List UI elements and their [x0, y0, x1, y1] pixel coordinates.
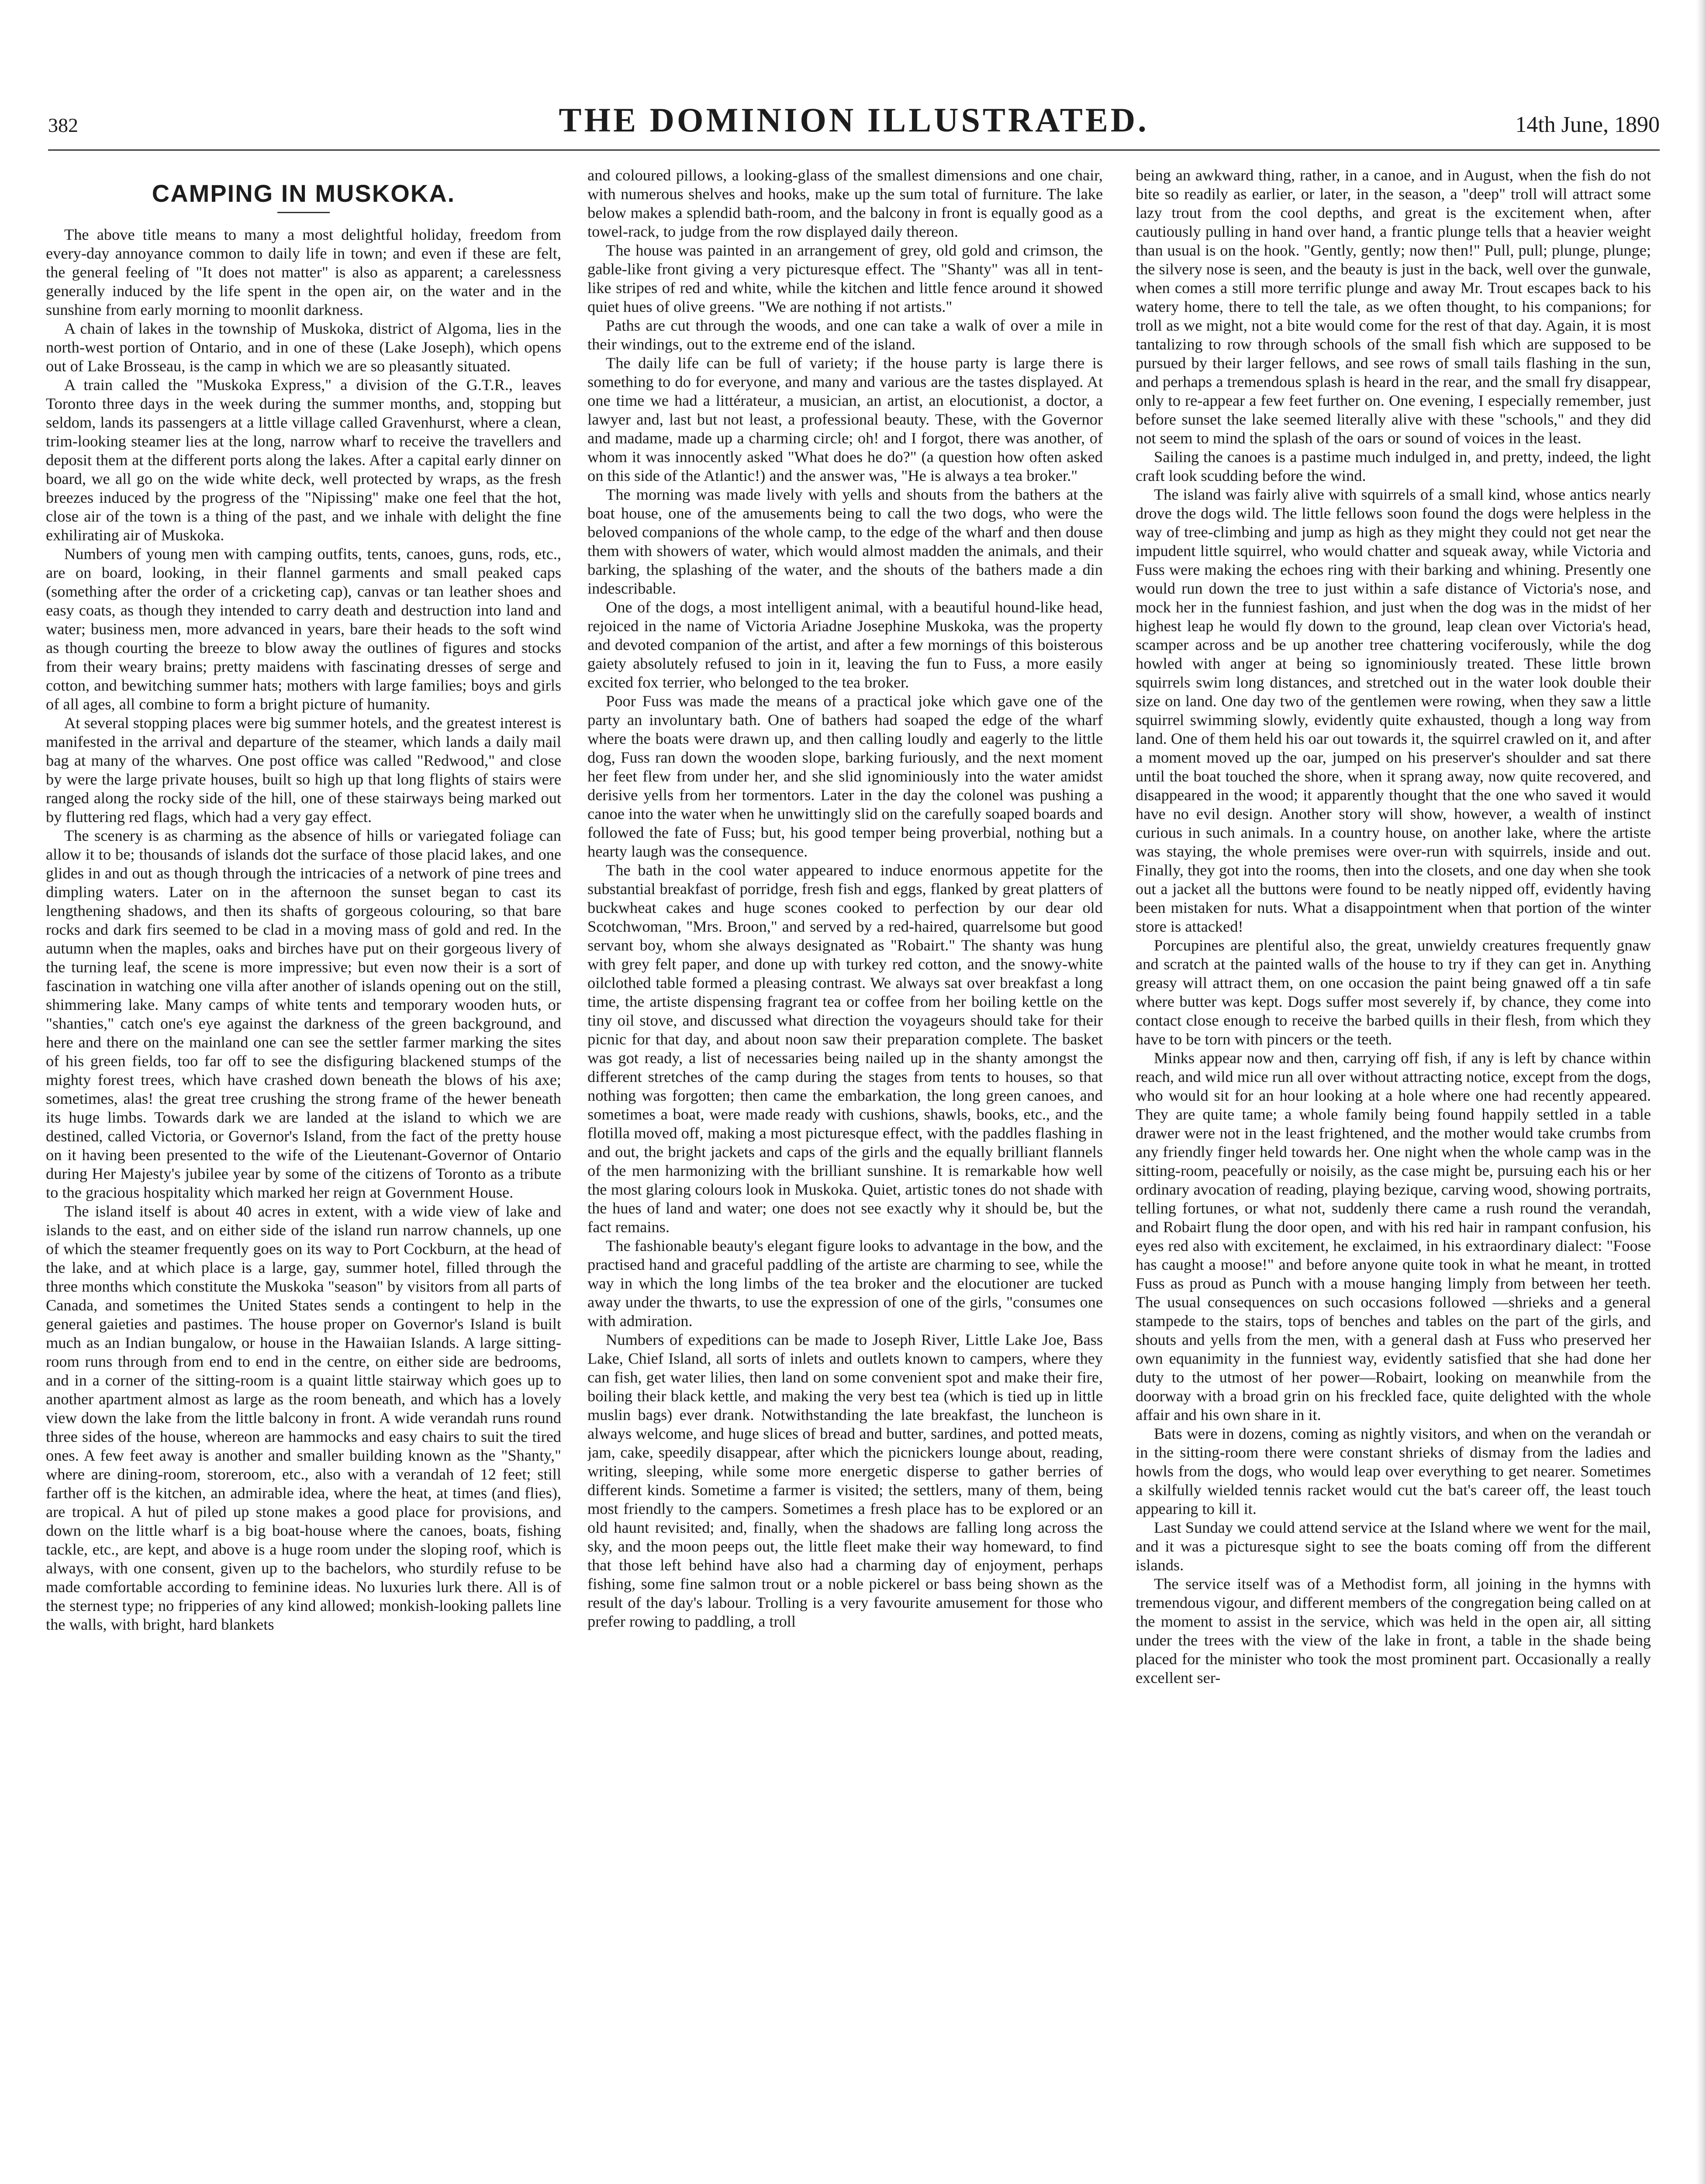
paragraph: The island was fairly alive with squirrels of a small kind, whose antics nearly drove the dogs wild. The little fellows soon found the dogs were helpless in the way of tree-climbing and jump as high as they might they could not get near the impudent little squirrel, who would chatter and squeak away, while Victoria and Fuss were making the echoes ring with their barking and whining. Presently one would run down the tree to just within a safe distance of Victoria's nose, and mock her in the funniest fashion, and just when the dog was in the midst of her highest leap he would fly down to the ground, leap clean over Victoria's head, scamper across and be up another tree chattering vociferously, while the dog howled with anger at being so ignominiously treated. These little brown squirrels swim long distances, and stretched out in the water look double their size on land. One day two of the gentlemen were rowing, when they saw a little squirrel swimming slowly, evidently quite exhausted, though a long way from land. One of them held his oar out towards it, the squirrel crawled on it, and after a moment moved up the oar, jumped on his preserver's shoulder and sat there until the boat touched the shore, when it sprang away, now quite recovered, and disappeared in the wood; it apparently thought that the one who saved it would have no evil design. Another story will show, however, a wealth of instinct curious in such animals. In a country house, on another lake, where the artiste was staying, the whole premises were over-run with squirrels, inside and out. Finally, they got into the rooms, then into the closets, and one day when she took out a jacket all the buttons were found to be neatly nipped off, evidently having been mistaken for nuts. What a disappointment when that portion of the winter store is attacked! [1136, 486, 1651, 935]
page-number: 382 [48, 114, 78, 136]
paragraph: Sailing the canoes is a pastime much indulged in, and pretty, indeed, the light craft look scudding before the wind. [1136, 448, 1651, 484]
page-header [48, 100, 1660, 149]
paragraph: Paths are cut through the woods, and one can take a walk of over a mile in their windings, out to the extreme end of the island. [587, 317, 1103, 353]
paragraph: The service itself was of a Methodist form, all joining in the hymns with tremendous vigour, and different members of the congregation being called on at the moment to assist in the service, which was held in the open air, all sitting under the trees with the view of the lake in front, a table in the shade being placed for the minister who took the most prominent part. Occasionally a really excellent ser- [1136, 1575, 1651, 1686]
article-title: CAMPING IN MUSKOKA. [152, 180, 456, 207]
paragraph: A train called the "Muskoka Express," a division of the G.T.R., leaves Toronto three days in the week during the summer months, and, stopping but seldom, lands its passengers at a little village called Gravenhurst, where a clean, trim-looking steamer lies at the long, narrow wharf to receive the travellers and deposit them at the different ports along the lakes. After a capital early dinner on board, we all go on the wide white deck, well protected by wraps, as the fresh breezes induced by the progress of the "Nipissing" make one feel that the hot, close air of the town is a thing of the past, and we inhale with delight the fine exhilirating air of Muskoka. [46, 376, 561, 544]
paragraph: The house was painted in an arrangement of grey, old gold and crimson, the gable-like front giving a very picturesque effect. The "Shanty" was all in tent-like stripes of red and white, while the kitchen and little fence around it showed quiet hues of olive greens. "We are nothing if not artists." [587, 242, 1103, 315]
paragraph: Numbers of expeditions can be made to Joseph River, Little Lake Joe, Bass Lake, Chief Island, all sorts of inlets and outlets known to campers, where they can fish, get water lilies, then land on some convenient spot and make their fire, boiling their black kettle, and making the very best tea (which is tied up in little muslin bags) ever drank. Notwithstanding the late breakfast, the luncheon is always welcome, and huge slices of bread and butter, sardines, and potted meats, jam, cake, speedily disappear, after which the picnickers lounge about, reading, writing, sleeping, while some more energetic disperse to gather berries of different kinds. Sometime a farmer is visited; the settlers, many of them, being most friendly to the campers. Sometimes a fresh place has to be explored or an old haunt revisited; and, finally, when the shadows are falling long across the sky, and the moon peeps out, the little fleet make their way homeward, to find that those left behind have also had a charming day of enjoyment, perhaps fishing, some fine salmon trout or a noble pickerel or bass being shown as the result of the day's labour. Trolling is a very favourite amusement for those who prefer rowing to paddling, a troll [587, 1331, 1103, 1630]
paragraph: Bats were in dozens, coming as nightly visitors, and when on the verandah or in the sitting-room there were constant shrieks of dismay from the ladies and howls from the dogs, who would leap over everything to get nearer. Sometimes a skilfully wielded tennis racket would cut the bat's career off, the least touch appearing to kill it. [1136, 1425, 1651, 1517]
issue-date: 14th June, 1890 [1515, 112, 1660, 137]
paragraph-continued: and coloured pillows, a looking-glass of the smallest dimensions and one chair, with numerous shelves and hooks, make up the sum total of furniture. The lake below makes a splendid bath-room, and the balcony in front is equally good as a towel-rack, to judge from the row displayed daily thereon. [587, 166, 1103, 240]
paragraph: The above title means to many a most delightful holiday, freedom from every-day annoyance common to daily life in town; and even if these are felt, the general feeling of "It does not matter" is also as apparent; a carelessness generally induced by the life spent in the open air, on the water and in the sunshine from early morning to moonlit darkness. [46, 226, 561, 318]
header-rule [48, 149, 1660, 151]
paragraph: The scenery is as charming as the absence of hills or variegated foliage can allow it to be; thousands of islands dot the surface of those placid lakes, and one glides in and out as though through the intricacies of a network of pine trees and dimpling waters. Later on in the afternoon the sunset began to cast its lengthening shadows, and then its shafts of gorgeous colouring, so that bare rocks and dark firs seemed to be clad in a moving mass of gold and red. In the autumn when the maples, oaks and birches have put on their gorgeous livery of the turning leaf, the scene is more impressive; but even now their is a sort of fascination in watching one villa after another of islands opening out on the still, shimmering lake. Many camps of white tents and temporary wooden huts, or "shanties," catch one's eye against the darkness of the green background, and here and there on the mainland one can see the settler farmer marking the sites of his green fields, too far off to see the disfiguring blackened stumps of the mighty forest trees, which have crashed down beneath the blows of his axe; sometimes, alas! the great tree crushing the strong frame of the hewer beneath its huge limbs. Towards dark we are landed at the island to which we are destined, called Victoria, or Governor's Island, from the fact of the pretty house on it having been presented to the wife of the Lieutenant-Governor of Ontario during Her Majesty's jubilee year by some of the citizens of Toronto as a tribute to the gracious hospitality which marked her reign at Government House. [46, 827, 561, 1201]
paragraph: The bath in the cool water appeared to induce enormous appetite for the substantial breakfast of porridge, fresh fish and eggs, flanked by great platters of buckwheat cakes and huge scones cooked to perfection by our dear old Scotchwoman, "Mrs. Broon," and served by a red-haired, quarrelsome but good servant boy, whom she always designated as "Robairt." The shanty was hung with grey felt paper, and done up with turkey red cotton, and the snowy-white oilclothed table formed a pleasing contrast. We always sat over breakfast a long time, the artiste dispensing fragrant tea or coffee from her boiling kettle on the tiny oil stove, and discussed what direction the voyageurs should take for their picnic for that day, and about noon saw their preparation complete. The basket was got ready, a list of necessaries being nailed up in the shanty amongst the different stretches of the camp during the stages from tents to houses, so that nothing was forgotten; then came the embarkation, the long green canoes, and sometimes a boat, were made ready with cushions, shawls, books, etc., and the flotilla moved off, making a most picturesque effect, with the paddles flashing in and out, the bright jackets and caps of the girls and the equally brilliant flannels of the men harmonizing with the brilliant sunshine. It is remarkable how well the most glaring colours look in Muskoka. Quiet, artistic tones do not shade with the hues of land and water; one does not see exactly why it should be, but the fact remains. [587, 861, 1103, 1236]
column-3 [1136, 166, 1651, 2184]
scan-edge [1696, 0, 1706, 2184]
paragraph: Porcupines are plentiful also, the great, unwieldy creatures frequently gnaw and scratch at the painted walls of the house to try if they can get in. Anything greasy will attract them, on one occasion the paint being gnawed off a tin safe where butter was kept. Dogs suffer most severely if, by chance, they come into contact close enough to receive the barbed quills in their flesh, from which they have to be torn with pincers or the teeth. [1136, 936, 1651, 1048]
title-rule [277, 212, 330, 213]
paragraph: Poor Fuss was made the means of a practical joke which gave one of the party an involuntary bath. One of bathers had soaped the edge of the wharf where the boats were drawn up, and then calling loudly and eagerly to the little dog, Fuss ran down the wooden slope, barking furiously, and the next moment her feet flew from under her, and she slid ignominiously into the water amidst derisive yells from her tormentors. Later in the day the colonel was pushing a canoe into the water when he unwittingly slid on the carefully soaped boards and followed the fate of Fuss; but, his good temper being proverbial, nothing but a hearty laugh was the consequence. [587, 692, 1103, 860]
paragraph: One of the dogs, a most intelligent animal, with a beautiful hound-like head, rejoiced in the name of Victoria Ariadne Josephine Muskoka, was the property and devoted companion of the artist, and after a few mornings of this boisterous gaiety absolutely refused to join in it, leaving the fun to Fuss, a more easily excited fox terrier, who belonged to the tea broker. [587, 598, 1103, 691]
paragraph: At several stopping places were big summer hotels, and the greatest interest is manifested in the arrival and departure of the steamer, which lands a daily mail bag at many of the wharves. One post office was called "Redwood," and close by were the large private houses, built so high up that long flights of stairs were ranged along the rocky side of the hill, one of these stairways being marked out by fluttering red flags, which had a very gay effect. [46, 714, 561, 826]
paragraph: A chain of lakes in the township of Muskoka, district of Algoma, lies in the north-west portion of Ontario, and in one of these (Lake Joseph), which opens out of Lake Brosseau, is the camp in which we are so pleasantly situated. [46, 320, 561, 375]
paragraph: The fashionable beauty's elegant figure looks to advantage in the bow, and the practised hand and graceful paddling of the artiste are charming to see, while the way in which the long limbs of the tea broker and the elocutioner are tucked away under the thwarts, to use the expression of one of the girls, "consumes one with admiration. [587, 1237, 1103, 1330]
paragraph: The island itself is about 40 acres in extent, with a wide view of lake and islands to the east, and on either side of the island run narrow channels, up one of which the steamer frequently goes on its way to Port Cockburn, at the head of the lake, and at which place is a large, gay, summer hotel, filled through the three months which constitute the Muskoka "season" by visitors from all parts of Canada, and sometimes the United States sends a contingent to help in the general gaieties and pastimes. The house proper on Governor's Island is built much as an Indian bungalow, or house in the Hawaiian Islands. A large sitting-room runs through from end to end in the centre, on either side are bedrooms, and in a corner of the sitting-room is a quaint little stairway which goes up to another apartment almost as large as the room beneath, and which has a lovely view down the lake from the little balcony in front. A wide verandah runs round three sides of the house, whereon are hammocks and easy chairs to suit the tired ones. A few feet away is another and smaller building known as the "Shanty," where are dining-room, storeroom, etc., also with a verandah of 12 feet; still farther off is the kitchen, an admirable idea, where the heat, at times (and flies), are tropical. A hut of piled up stone makes a good place for provisions, and down on the little wharf is a big boat-house where the canoes, boats, fishing tackle, etc., are kept, and above is a huge room under the sloping roof, which is always, with one consent, given up to the bachelors, who sturdily refuse to be made comfortable according to feminine ideas. No luxuries lurk there. All is of the sternest type; no fripperies of any kind allowed; monkish-looking pallets line the walls, with bright, hard blankets [46, 1203, 561, 1633]
column-1 [46, 166, 561, 2184]
paragraph: The daily life can be full of variety; if the house party is large there is something to do for everyone, and many and various are the tastes displayed. At one time we had a littérateur, a musician, an artist, an elocutionist, a doctor, a lawyer and, last but not least, a professional beauty. These, with the Governor and madame, made up a charming circle; oh! and I forgot, there was another, of whom it was innocently asked "What does he do?" (a question how often asked on this side of the Atlantic!) and the answer was, "He is always a tea broker." [587, 354, 1103, 484]
paragraph: Numbers of young men with camping outfits, tents, canoes, guns, rods, etc., are on board, looking, in their flannel garments and small peaked caps (something after the order of a cricketing cap), canvas or tan leather shoes and easy coats, as though they intended to carry death and destruction into land and water; business men, more advanced in years, bare their heads to the soft wind as though courting the breeze to blow away the outlines of figures and stocks from their weary brains; pretty maidens with fascinating dresses of serge and cotton, and bewitching summer hats; mothers with large families; boys and girls of all ages, all combine to form a bright picture of humanity. [46, 545, 561, 713]
paragraph: The morning was made lively with yells and shouts from the bathers at the boat house, one of the amusements being to call the two dogs, who were the beloved companions of the whole camp, to the edge of the wharf and then douse them with showers of water, which would almost madden the animals, and their barking, the splashing of the water, and the shouts of the bathers made a din indescribable. [587, 486, 1103, 597]
paragraph: Minks appear now and then, carrying off fish, if any is left by chance within reach, and wild mice run all over without attracting notice, except from the dogs, who would sit for an hour looking at a hole where one had recently appeared. They are quite tame; a whole family being found happily settled in a table drawer were not in the least frightened, and the mother would take crumbs from any friendly finger held towards her. One night when the whole camp was in the sitting-room, peacefully or noisily, as the case might be, pursuing each his or her ordinary avocation of reading, playing bezique, carving wood, showing portraits, telling fortunes, or what not, suddenly there came a rush round the verandah, and Robairt flung the door open, and with his red hair in rampant confusion, his eyes red also with excitement, he exclaimed, in his extraordinary dialect: "Foose has caught a moose!" and before anyone quite took in what he meant, in trotted Fuss as proud as Punch with a mouse hanging limply from between her teeth. The usual consequences on such occasions followed —shrieks and a general stampede to the stairs, tops of benches and tables on the part of the girls, and shouts and yells from the men, with a general dash at Fuss who preserved her own equanimity in the funniest way, evidently satisfied that she had done her duty to the utmost of her power—Robairt, looking on meanwhile from the doorway with a broad grin on his freckled face, quite delighted with the whole affair and his own share in it. [1136, 1049, 1651, 1424]
paragraph-continued: being an awkward thing, rather, in a canoe, and in August, when the fish do not bite so readily as earlier, or later, in the season, a "deep" troll will attract some lazy trout from the cool depths, and great is the excitement when, after cautiously pulling in hand over hand, a frantic plunge tells that a heavier weight than usual is on the hook. "Gently, gently; now then!" Pull, pull; plunge, plunge; the silvery nose is seen, and the beauty is just in the back, well over the gunwale, when comes a still more terrific plunge and away Mr. Trout escapes back to his watery home, there to tell the tale, as we often thought, to his companions; for troll as we might, not a bite would come for the rest of that day. Again, it is most tantalizing to row through schools of the small fish which are supposed to be pursued by their larger fellows, and see rows of small tails flashing in the sun, and perhaps a tremendous splash is heard in the rear, and the small fry disappear, only to re-appear a few feet further on. One evening, I especially remember, just before sunset the lake seemed literally alive with these "schools," and they did not seem to mind the splash of the oars or sound of voices in the least. [1136, 166, 1651, 447]
column-2 [587, 166, 1103, 2184]
masthead: THE DOMINION ILLUSTRATED. [559, 101, 1149, 139]
paragraph: Last Sunday we could attend service at the Island where we went for the mail, and it was a picturesque sight to see the boats coming off from the different islands. [1136, 1519, 1651, 1574]
